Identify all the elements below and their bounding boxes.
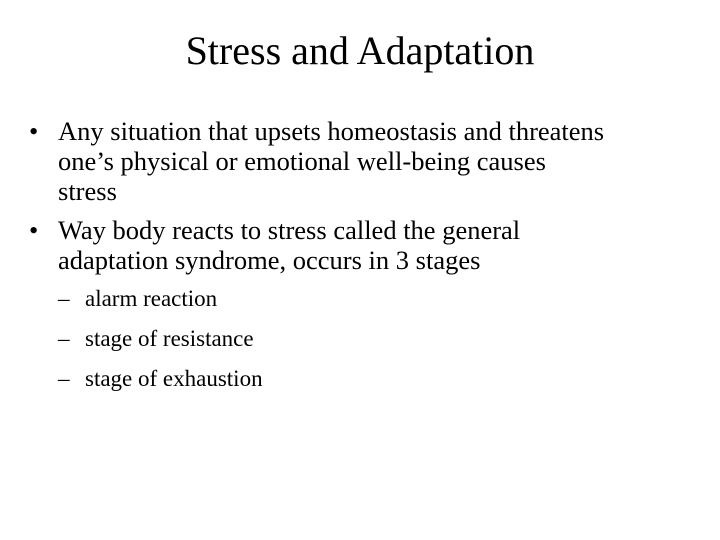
slide-title: Stress and Adaptation [185,28,535,73]
bullet-marker: • [29,116,39,146]
sub-bullet-item [58,359,718,399]
bullet-text-line: Any situation that upsets homeostasis and threatens [58,116,605,146]
sub-bullet-marker: – [58,366,70,391]
sub-bullet-marker: – [58,286,70,311]
bullet-item [28,116,718,206]
sub-bullet-list [58,279,718,399]
bullet-list [28,116,718,408]
sub-bullet-item [58,319,718,359]
bullet-text-line: adaptation syndrome, occurs in 3 stages [58,245,481,275]
bullet-item [28,215,718,399]
bullet-text-line: one’s physical or emotional well-being causes [58,146,546,176]
bullet-text-line: Way body reacts to stress called the general [58,215,521,245]
bullet-text-line: stress [58,176,117,206]
sub-bullet-text: stage of exhaustion [85,366,263,391]
bullet-marker: • [29,215,39,245]
sub-bullet-text: stage of resistance [85,326,254,351]
sub-bullet-marker: – [58,326,70,351]
sub-bullet-item [58,279,718,319]
sub-bullet-text: alarm reaction [85,286,218,311]
